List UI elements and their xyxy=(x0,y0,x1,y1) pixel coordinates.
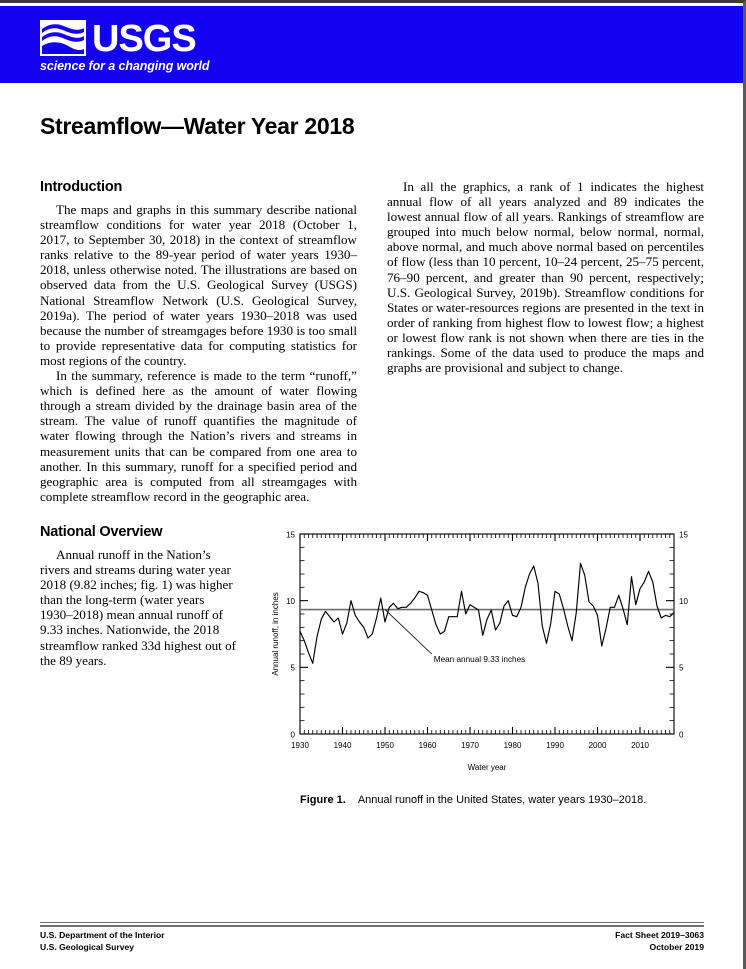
svg-text:1950: 1950 xyxy=(376,741,394,750)
svg-text:1960: 1960 xyxy=(418,741,437,750)
intro-paragraph-1: The maps and graphs in this summary describe national streamflow conditions for water year 2018 (October 1, 2017, to September 30, 2018) in the context of streamflow ranks relative to the 89-year period of water years 1930–2018, unless otherwise noted. The illustrations are based on observed data from the U.S. Geological Survey (USGS) National Streamflow Network (U.S. Geological Survey, 2019a). The period of water years 1930–2018 was used because the number of streamgages before 1930 is too small to provide representative data for computing statistics for most regions of the country. xyxy=(40,202,357,368)
svg-text:2000: 2000 xyxy=(588,741,607,750)
figure-caption xyxy=(300,794,700,806)
annual-runoff-chart xyxy=(268,523,704,788)
figure-label: Figure 1. xyxy=(300,794,346,806)
svg-text:15: 15 xyxy=(286,530,295,540)
intro-column-left xyxy=(40,179,357,504)
footer-divider xyxy=(40,922,704,927)
page-footer xyxy=(40,930,704,953)
svg-text:Annual runoff, in inches: Annual runoff, in inches xyxy=(271,592,280,676)
national-overview-heading: National Overview xyxy=(40,524,163,540)
svg-text:1930: 1930 xyxy=(291,741,309,750)
figure-1 xyxy=(268,523,704,788)
footer-publication xyxy=(615,930,704,953)
figure-caption-text: Annual runoff in the United States, water years 1930–2018. xyxy=(357,794,647,806)
svg-text:Mean annual 9.33 inches: Mean annual 9.33 inches xyxy=(433,655,526,664)
usgs-tagline: science for a changing world xyxy=(40,59,210,73)
intro-columns xyxy=(40,179,704,504)
svg-text:1970: 1970 xyxy=(461,741,479,750)
intro-paragraph-2: In the summary, reference is made to the term “runoff,” which is defined here as the amount of water flowing through a stream divided by the drainage basin area of the stream. The value of runoff quantifies the magnitude of water flowing through the Nation’s rivers and streams in measurement units that can be compared from one area to another. In this summary, runoff for a specified period and geographic area is computed from all streamgages with complete streamflow record in the geographic area. xyxy=(40,368,357,504)
svg-text:5: 5 xyxy=(679,663,684,673)
svg-text:1940: 1940 xyxy=(333,741,352,750)
svg-text:1980: 1980 xyxy=(503,741,522,750)
usgs-wordmark: USGS xyxy=(92,18,196,60)
svg-text:2010: 2010 xyxy=(631,741,649,750)
svg-text:15: 15 xyxy=(679,530,688,540)
svg-text:0: 0 xyxy=(290,730,295,740)
footer-agency xyxy=(40,930,165,953)
usgs-logo xyxy=(40,20,209,73)
national-overview-block xyxy=(40,524,240,668)
footer-fact-sheet: Fact Sheet 2019–3063 xyxy=(615,930,704,940)
svg-text:10: 10 xyxy=(286,597,295,607)
footer-date: October 2019 xyxy=(649,941,704,952)
national-overview-paragraph: Annual runoff in the Nation’s rivers and streams during water year 2018 (9.82 inches; fig. 1) was higher than the long-term (water years 1930–2018) mean annual runoff of 9.33 inches. Nationwide, the 2018 streamflow ranked 33d highest out of the 89 years. xyxy=(40,547,236,668)
svg-text:Water year: Water year xyxy=(467,763,507,772)
chart-svg xyxy=(268,523,704,788)
svg-text:5: 5 xyxy=(290,663,295,673)
usgs-wave-mark-icon xyxy=(40,20,86,56)
svg-text:0: 0 xyxy=(679,730,684,740)
page-title: Streamflow—Water Year 2018 xyxy=(40,113,355,139)
svg-text:10: 10 xyxy=(679,597,688,607)
introduction-heading: Introduction xyxy=(40,179,123,195)
usgs-header-band xyxy=(0,6,743,83)
svg-text:1990: 1990 xyxy=(546,741,564,750)
footer-department: U.S. Department of the Interior xyxy=(40,930,165,940)
intro-paragraph-3: In all the graphics, a rank of 1 indicates the highest annual flow of all years analyzed and 89 indicates the lowest annual flow of all years. Rankings of streamflow are grouped into much below normal, below normal, normal, above normal, and much above normal based on percentiles of flow (less than 10 percent, 10–24 percent, 25–75 percent, 76–90 percent, and greater than 90 percent, respectively; U.S. Geological Survey, 2019b). Streamflow conditions for States or water-resources regions are presented in the text in order of ranking from highest flow to lowest flow; a highest or lowest flow rank is not shown when there are ties in the rankings. Some of the data used to produce the maps and graphs are provisional and subject to change. xyxy=(387,179,704,376)
footer-survey: U.S. Geological Survey xyxy=(40,941,135,952)
intro-column-right xyxy=(387,179,704,504)
